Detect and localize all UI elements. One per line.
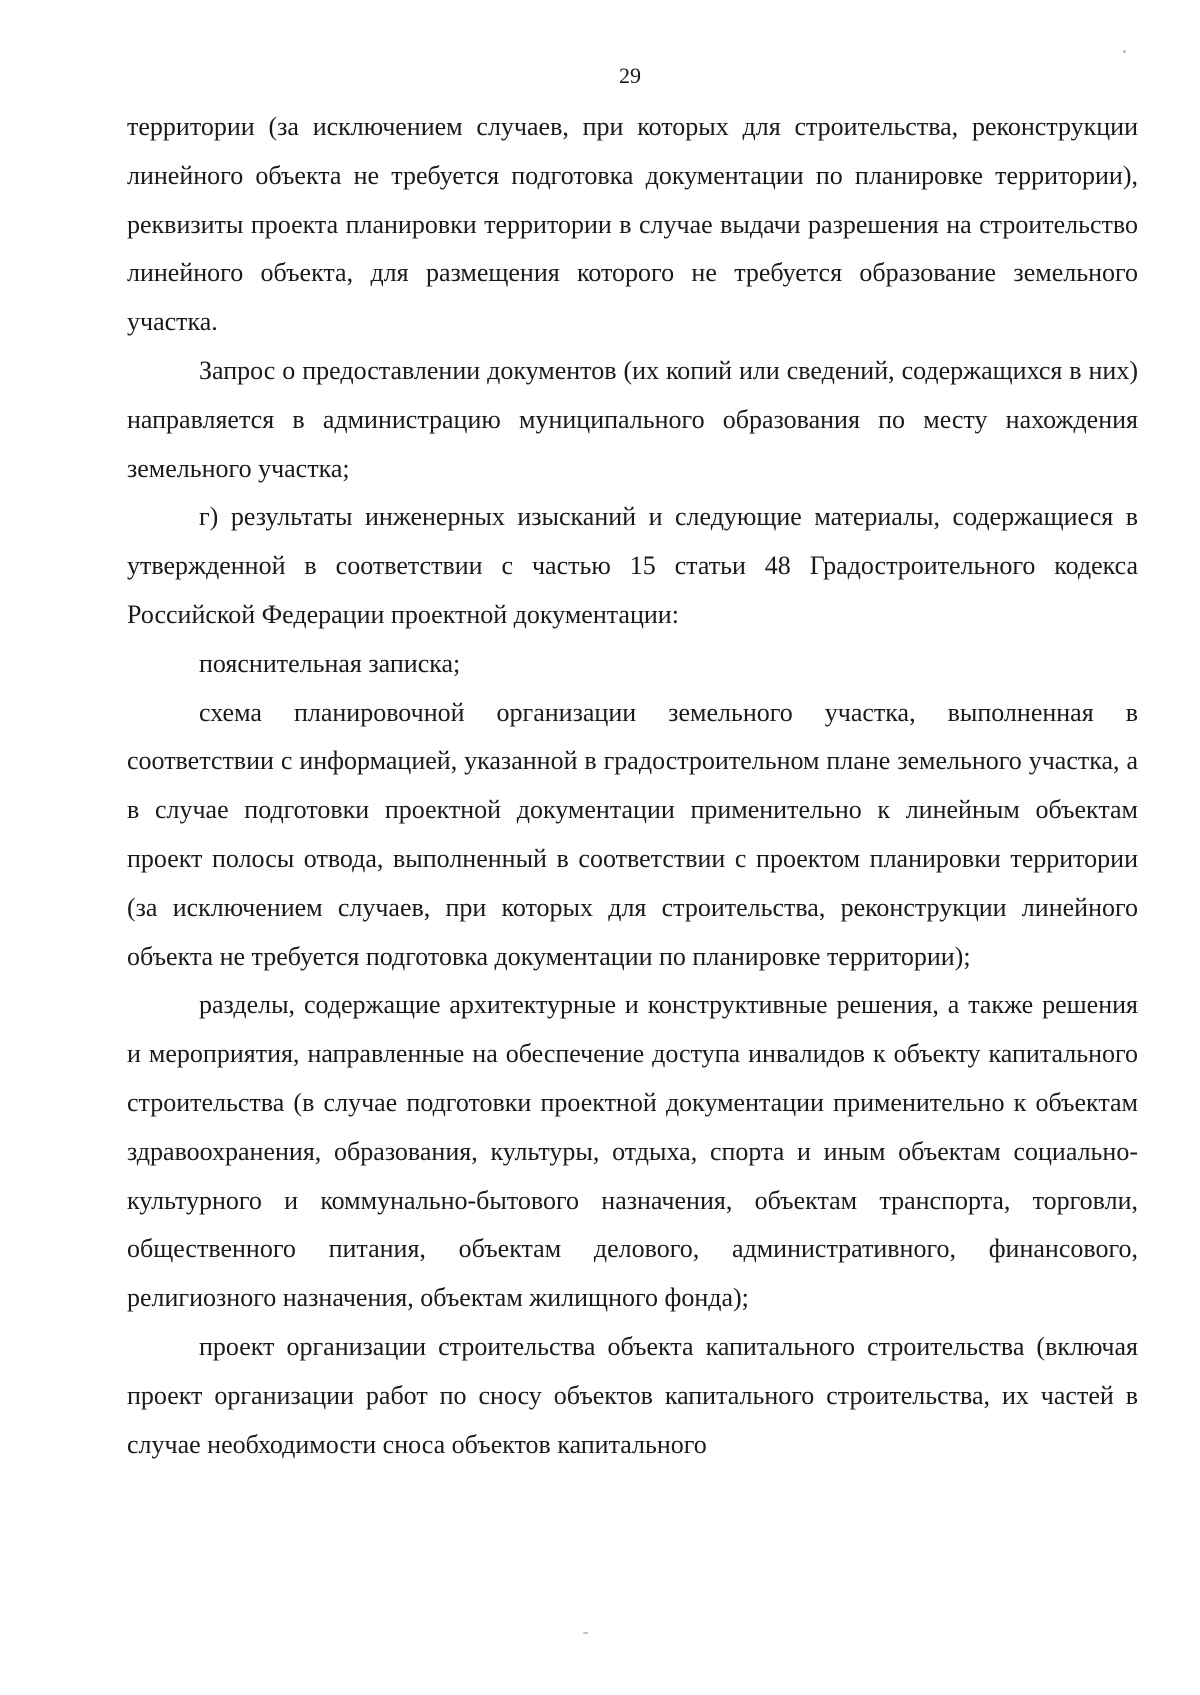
paragraph-6: разделы, содержащие архитектурные и конструктивные решения, а также решения и мероприятия, направленные на обеспечение доступа инвалидов к объекту капитального строительства (в случае подготовки проектной документации применительно к объектам здравоохранения, образования, культуры, отдыха, спорта и иным объектам социально-культурного и коммунально-бытового назначения, объектам транспорта, торговли, общественного питания, объектам делового, административного, финансового, религиозного назначения, объектам жилищного фонда);	[127, 990, 1138, 1313]
paragraph-3: г) результаты инженерных изысканий и следующие материалы, содержащиеся в утвержденной в соответствии с частью 15 статьи 48 Градостроительного кодекса Российской Федерации проектной документации:	[127, 502, 1138, 629]
scan-speck	[1123, 50, 1126, 53]
paragraph-1: территории (за исключением случаев, при которых для строительства, реконструкции линейного объекта не требуется подготовка документации по планировке территории), реквизиты проекта планировки территории в случае выдачи разрешения на строительство линейного объекта, для размещения которого не требуется образование земельного участка.	[127, 112, 1138, 337]
paragraph-7: проект организации строительства объекта капитального строительства (включая проект организации работ по сносу объектов капитального строительства, их частей в случае необходимости сноса объектов капитального	[127, 1331, 1138, 1459]
paragraph-5: схема планировочной организации земельного участка, выполненная в соответствии с информацией, указанной в градостроительном плане земельного участка, а в случае подготовки проектной документации применительно к линейным объектам проект полосы отвода, выполненный в соответствии с проектом планировки территории (за исключением случаев, при которых для строительства, реконструкции линейного объекта не требуется подготовка документации по планировке территории);	[127, 697, 1138, 971]
paragraph-2: Запрос о предоставлении документов (их копий или сведений, содержащихся в них) направляется в администрацию муниципального образования по месту нахождения земельного участка;	[127, 355, 1138, 483]
scan-speck	[583, 1632, 588, 1634]
document-body	[127, 103, 1138, 1469]
page-number: 29	[619, 63, 641, 88]
paragraph-4: пояснительная записка;	[199, 648, 461, 678]
